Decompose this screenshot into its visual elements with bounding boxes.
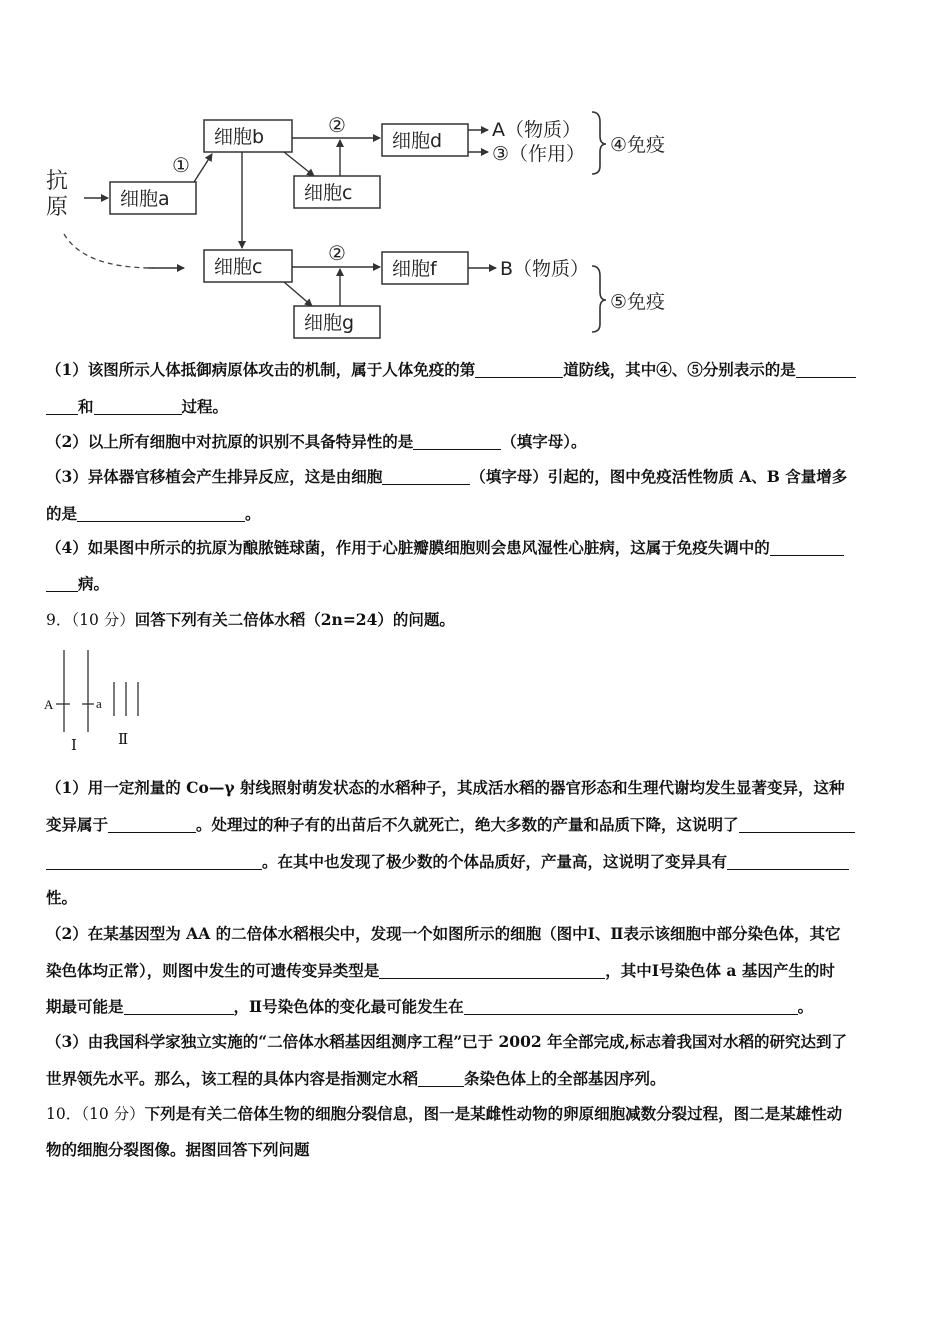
dashed-antigen-path [64, 234, 154, 268]
q8-p2-blank[interactable] [413, 434, 501, 450]
output-a-label: A（物质） [492, 119, 581, 141]
q8-p1-text-b: 道防线，其中④、⑤分别表示的是 [563, 360, 796, 379]
q9-number: 9．（10 分） [46, 611, 135, 629]
q10-line2 [46, 1140, 906, 1160]
q9-p1-blank2[interactable] [739, 817, 855, 833]
cell-b-label: 细胞b [214, 126, 265, 148]
q8-p3-blank1[interactable] [382, 469, 470, 485]
cell-c-bottom-label: 细胞c [214, 256, 263, 278]
q9-p2-text-f: 。 [797, 997, 814, 1016]
brace-top [592, 112, 606, 174]
q8-p3-text-b: （填字母）引起的，图中免疫活性物质 A、B 含量增多 [470, 467, 848, 486]
arrow-a-to-b [194, 154, 212, 182]
q9-part2-line3 [46, 997, 906, 1017]
q9-p1-blank3[interactable] [727, 854, 849, 870]
q9-part3-line2 [46, 1069, 906, 1089]
q8-p4-text-a: （4）如果图中所示的抗原为酿脓链球菌，作用于心脏瓣膜细胞则会患风湿性心脏病，这属于免疫失调中的 [46, 538, 770, 557]
q10-number: 10．（10 分） [46, 1105, 145, 1123]
q8-p3-text-a: （3）异体器官移植会产生排异反应，这是由细胞 [46, 467, 383, 486]
immune-mechanism-diagram [44, 96, 710, 346]
q9-p3-text-a: （3）由我国科学家独立实施的“二倍体水稻基因组测序工程”已于 2002 年全部完成,标志着我国对水稻的研究达到了 [46, 1032, 847, 1051]
q9-p1-text-b: 变异属于 [46, 815, 109, 834]
q8-p3-text-d: 。 [245, 504, 261, 523]
chromosome-II-label: Ⅱ [118, 732, 129, 748]
q10-line1 [46, 1104, 906, 1124]
q9-p1-text-d: 。在其中也发现了极少数的个体品质好，产量高，这说明了变异具有 [262, 852, 728, 871]
q8-part3-line1 [46, 467, 906, 487]
q9-p1-text-e: 性。 [46, 888, 78, 907]
step2-bottom-label: ② [328, 241, 346, 265]
q9-p1-text-c: 。处理过的种子有的出苗后不久就死亡，绝大多数的产量和品质下降，这说明了 [196, 815, 739, 834]
q9-p2-text-e: ，Ⅱ号染色体的变化最可能发生在 [233, 997, 464, 1016]
q8-part2 [46, 432, 906, 452]
q8-p1-text-c: 和 [78, 397, 94, 416]
q9-title: 回答下列有关二倍体水稻（2n=24）的问题。 [134, 610, 455, 629]
q8-p1-blank2-cont[interactable] [46, 399, 78, 415]
immune4-label: ④免疫 [610, 134, 666, 156]
q8-p3-blank2[interactable] [77, 506, 245, 522]
q9-part1-line3 [46, 852, 906, 872]
q8-p4-blank-cont[interactable] [46, 576, 78, 592]
arrow-c-to-g [284, 282, 312, 306]
step2-top-label: ② [328, 113, 346, 137]
gene-a-label: a [96, 696, 102, 711]
q8-p3-text-c: 的是 [46, 504, 78, 523]
q9-part1-line2 [46, 815, 906, 835]
arrow-b-to-c [284, 152, 314, 176]
q8-p2-text-a: （2）以上所有细胞中对抗原的识别不具备特异性的是 [46, 432, 414, 451]
q8-part3-line2 [46, 504, 906, 524]
q9-part3-line1 [46, 1032, 906, 1052]
q9-p1-blank2-cont[interactable] [46, 854, 262, 870]
chromosome-I-label: Ⅰ [71, 738, 77, 754]
immune5-label: ⑤免疫 [610, 291, 666, 313]
antigen-label: 抗原 [46, 169, 69, 220]
cell-a-label: 细胞a [120, 188, 170, 210]
output-b-label: B（物质） [500, 258, 590, 280]
brace-bottom [592, 266, 606, 332]
q9-p3-blank[interactable] [418, 1071, 464, 1087]
q9-p2-text-d: 期最可能是 [46, 997, 124, 1016]
cell-c-top-label: 细胞c [304, 182, 353, 204]
q8-p1-blank1[interactable] [475, 362, 563, 378]
q9-p2-blank1[interactable] [379, 963, 605, 979]
q8-p1-text-a: （1）该图所示人体抵御病原体攻击的机制，属于人体免疫的第 [46, 360, 476, 379]
gene-A-label: A [44, 697, 54, 712]
q8-part1-line2 [46, 397, 906, 417]
q9-p3-text-b: 世界领先水平。那么，该工程的具体内容是指测定水稻 [46, 1069, 419, 1088]
q9-p2-text-b: 染色体均正常），则图中发生的可遗传变异类型是 [46, 961, 380, 980]
q9-part2-line2 [46, 961, 906, 981]
q9-p2-blank3[interactable] [464, 999, 798, 1015]
q9-p3-text-c: 条染色体上的全部基因序列。 [464, 1069, 666, 1088]
q8-p2-text-b: （填字母）。 [501, 432, 587, 451]
q9-part1-line1 [46, 778, 906, 798]
q8-p1-blank3[interactable] [94, 399, 182, 415]
q9-p1-text-a: （1）用一定剂量的 Co—γ 射线照射萌发状态的水稻种子，其成活水稻的器官形态和生理代谢均发生显著变异，这种 [46, 778, 845, 797]
cell-d-label: 细胞d [392, 130, 443, 152]
cell-f-label: 细胞f [392, 258, 437, 280]
q8-p1-text-d: 过程。 [181, 397, 229, 416]
q9-p2-blank2[interactable] [124, 999, 234, 1015]
q8-p1-blank2[interactable] [796, 362, 856, 378]
step1-label: ① [172, 153, 190, 177]
q8-part4-line2 [46, 574, 906, 594]
output-3-label: ③（作用） [492, 143, 586, 165]
q8-part4-line1 [46, 538, 906, 558]
q9-part1-line4 [46, 888, 906, 908]
q9-part2-line1 [46, 924, 906, 944]
q9-p2-text-a: （2）在某基因型为 AA 的二倍体水稻根尖中，发现一个如图所示的细胞（图中Ⅰ、Ⅱ表示该细胞中部分染色体，其它 [46, 924, 841, 943]
cell-g-label: 细胞g [304, 312, 355, 334]
q9-p1-blank1[interactable] [108, 817, 196, 833]
q9-p2-text-c: ，其中Ⅰ号染色体 a 基因产生的时 [605, 961, 835, 980]
q10-text-1: 下列是有关二倍体生物的细胞分裂信息，图一是某雌性动物的卵原细胞减数分裂过程，图二是某雄性动 [144, 1104, 843, 1123]
q8-p4-blank[interactable] [770, 540, 844, 556]
chromosome-figure [44, 646, 164, 756]
q8-p4-text-b: 病。 [78, 574, 110, 593]
q10-text-2: 物的细胞分裂图像。据图回答下列问题 [46, 1140, 310, 1159]
q9-heading [46, 610, 906, 630]
q8-part1-line1 [46, 360, 906, 380]
